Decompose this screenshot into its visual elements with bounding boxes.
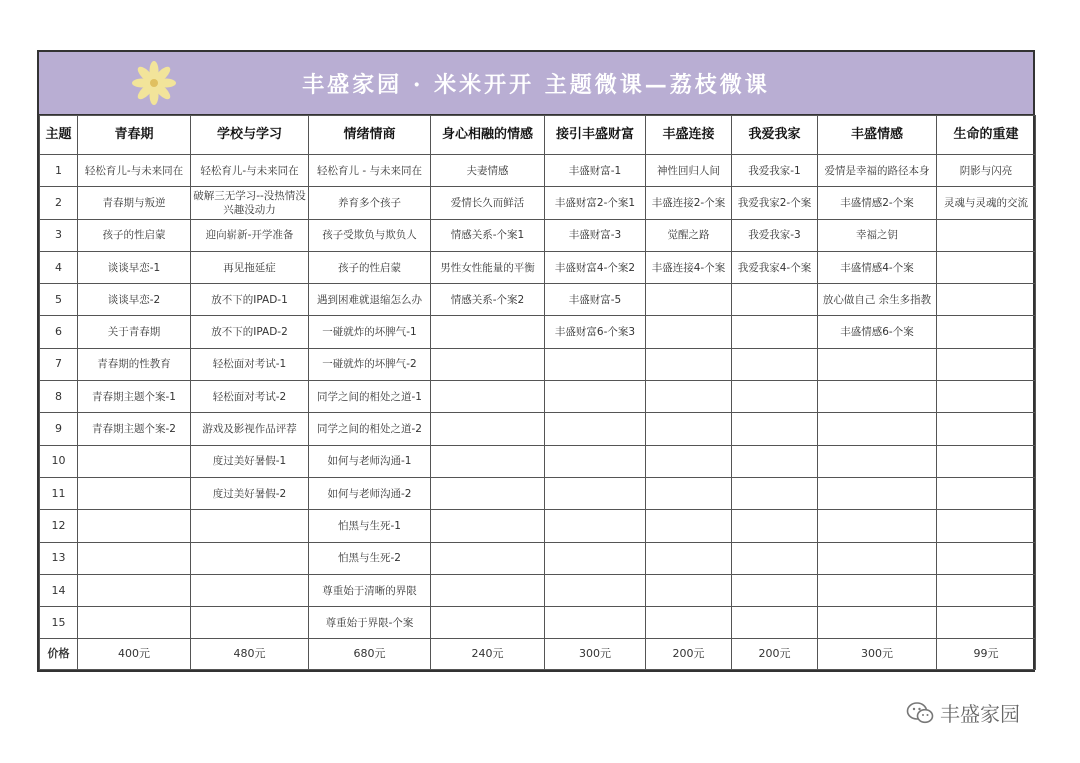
course-cell: 放心做自己 余生多指教 — [818, 284, 937, 316]
row-number: 5 — [40, 284, 78, 316]
course-cell — [937, 574, 1036, 606]
price-cell: 480元 — [191, 639, 309, 670]
course-cell — [431, 348, 545, 380]
course-cell — [431, 445, 545, 477]
course-cell: 度过美好暑假-2 — [191, 477, 309, 509]
watermark-text: 丰盛家园 — [940, 702, 1020, 726]
course-cell — [646, 381, 732, 413]
row-number: 3 — [40, 219, 78, 251]
course-cell: 丰盛连接4-个案 — [646, 251, 732, 283]
course-cell — [191, 574, 309, 606]
wechat-icon — [906, 701, 934, 725]
course-cell: 丰盛财富-1 — [545, 155, 646, 187]
course-cell — [732, 542, 818, 574]
course-cell — [545, 348, 646, 380]
column-header: 我爱我家 — [732, 116, 818, 155]
course-cell: 青春期与叛逆 — [78, 187, 191, 219]
table-row — [40, 219, 1036, 251]
course-cell: 轻松育儿 - 与未来同在 — [309, 155, 431, 187]
course-cell — [937, 381, 1036, 413]
course-cell — [818, 574, 937, 606]
course-cell: 如何与老师沟通-2 — [309, 477, 431, 509]
course-cell: 如何与老师沟通-1 — [309, 445, 431, 477]
course-cell — [818, 542, 937, 574]
course-cell — [732, 413, 818, 445]
course-cell — [732, 607, 818, 639]
course-cell — [545, 381, 646, 413]
course-cell — [937, 477, 1036, 509]
course-cell: 关于青春期 — [78, 316, 191, 348]
course-cell — [732, 477, 818, 509]
course-cell — [937, 607, 1036, 639]
price-cell: 300元 — [818, 639, 937, 670]
course-cell: 同学之间的相处之道-2 — [309, 413, 431, 445]
column-header: 青春期 — [78, 116, 191, 155]
table-row — [40, 445, 1036, 477]
course-cell — [78, 574, 191, 606]
course-cell: 我爱我家-3 — [732, 219, 818, 251]
course-cell — [191, 510, 309, 542]
column-header: 学校与学习 — [191, 116, 309, 155]
course-cell: 丰盛财富-5 — [545, 284, 646, 316]
column-header: 丰盛情感 — [818, 116, 937, 155]
course-cell — [937, 510, 1036, 542]
course-cell — [937, 348, 1036, 380]
course-cell: 情感关系-个案2 — [431, 284, 545, 316]
course-cell: 放不下的IPAD-1 — [191, 284, 309, 316]
row-number: 15 — [40, 607, 78, 639]
course-cell — [937, 316, 1036, 348]
course-cell — [818, 413, 937, 445]
course-cell: 阴影与闪亮 — [937, 155, 1036, 187]
course-cell: 放不下的IPAD-2 — [191, 316, 309, 348]
course-cell — [78, 607, 191, 639]
price-cell: 99元 — [937, 639, 1036, 670]
course-cell — [431, 542, 545, 574]
course-cell — [191, 542, 309, 574]
course-cell — [732, 316, 818, 348]
course-cell: 破解三无学习--没热情没兴趣没动力 — [191, 187, 309, 219]
course-cell — [545, 510, 646, 542]
course-schedule-sheet — [37, 50, 1035, 672]
course-cell — [732, 510, 818, 542]
course-cell: 轻松面对考试-2 — [191, 381, 309, 413]
course-cell: 遇到困难就退缩怎么办 — [309, 284, 431, 316]
row-number: 9 — [40, 413, 78, 445]
course-cell: 游戏及影视作品评荐 — [191, 413, 309, 445]
course-cell: 尊重始于界限-个案 — [309, 607, 431, 639]
course-cell — [732, 381, 818, 413]
course-cell: 养育多个孩子 — [309, 187, 431, 219]
row-number: 1 — [40, 155, 78, 187]
course-cell — [431, 477, 545, 509]
course-cell: 丰盛财富6-个案3 — [545, 316, 646, 348]
course-cell: 青春期的性教育 — [78, 348, 191, 380]
course-cell — [646, 284, 732, 316]
row-number: 6 — [40, 316, 78, 348]
course-cell — [732, 348, 818, 380]
row-number: 13 — [40, 542, 78, 574]
course-cell — [818, 445, 937, 477]
course-cell — [818, 477, 937, 509]
course-cell — [78, 542, 191, 574]
course-table — [39, 115, 1036, 670]
price-cell: 240元 — [431, 639, 545, 670]
course-cell — [937, 219, 1036, 251]
course-cell: 夫妻情感 — [431, 155, 545, 187]
column-header: 情绪情商 — [309, 116, 431, 155]
course-cell — [646, 542, 732, 574]
course-cell: 孩子的性启蒙 — [78, 219, 191, 251]
course-cell: 我爱我家2-个案 — [732, 187, 818, 219]
course-cell: 神性回归人间 — [646, 155, 732, 187]
course-cell: 再见拖延症 — [191, 251, 309, 283]
course-cell: 丰盛财富2-个案1 — [545, 187, 646, 219]
course-cell: 轻松育儿-与未来同在 — [78, 155, 191, 187]
course-cell — [431, 510, 545, 542]
course-cell — [646, 316, 732, 348]
course-cell — [937, 284, 1036, 316]
course-cell — [646, 477, 732, 509]
course-cell: 一碰就炸的坏脾气-2 — [309, 348, 431, 380]
course-cell: 度过美好暑假-1 — [191, 445, 309, 477]
course-cell: 青春期主题个案-1 — [78, 381, 191, 413]
course-cell: 爱情是幸福的路径本身 — [818, 155, 937, 187]
course-cell — [78, 477, 191, 509]
table-row — [40, 316, 1036, 348]
row-number: 7 — [40, 348, 78, 380]
column-header: 丰盛连接 — [646, 116, 732, 155]
course-cell — [431, 607, 545, 639]
table-row — [40, 510, 1036, 542]
course-cell — [545, 477, 646, 509]
price-row — [40, 639, 1036, 670]
price-cell: 400元 — [78, 639, 191, 670]
course-cell: 孩子受欺负与欺负人 — [309, 219, 431, 251]
course-cell — [431, 413, 545, 445]
table-row — [40, 187, 1036, 219]
column-header: 生命的重建 — [937, 116, 1036, 155]
course-cell: 谈谈早恋-1 — [78, 251, 191, 283]
course-cell — [818, 348, 937, 380]
course-cell: 青春期主题个案-2 — [78, 413, 191, 445]
table-row — [40, 348, 1036, 380]
course-cell: 男性女性能量的平衡 — [431, 251, 545, 283]
course-cell: 孩子的性启蒙 — [309, 251, 431, 283]
course-cell — [732, 284, 818, 316]
table-row — [40, 607, 1036, 639]
course-cell: 丰盛情感4-个案 — [818, 251, 937, 283]
course-cell: 怕黑与生死-2 — [309, 542, 431, 574]
table-row — [40, 542, 1036, 574]
course-cell: 丰盛连接2-个案 — [646, 187, 732, 219]
course-cell — [545, 574, 646, 606]
course-cell — [937, 542, 1036, 574]
course-cell: 谈谈早恋-2 — [78, 284, 191, 316]
course-cell: 怕黑与生死-1 — [309, 510, 431, 542]
row-number: 14 — [40, 574, 78, 606]
course-cell: 丰盛财富-3 — [545, 219, 646, 251]
course-cell: 丰盛财富4-个案2 — [545, 251, 646, 283]
course-cell: 我爱我家-1 — [732, 155, 818, 187]
price-cell: 680元 — [309, 639, 431, 670]
price-cell: 200元 — [732, 639, 818, 670]
course-cell — [431, 316, 545, 348]
price-label: 价格 — [40, 639, 78, 670]
course-cell — [431, 381, 545, 413]
corner-label: 主题 — [40, 116, 78, 155]
course-cell — [646, 574, 732, 606]
course-cell — [732, 574, 818, 606]
course-cell — [818, 510, 937, 542]
course-cell: 情感关系-个案1 — [431, 219, 545, 251]
course-cell — [937, 413, 1036, 445]
table-row — [40, 251, 1036, 283]
row-number: 4 — [40, 251, 78, 283]
course-cell — [646, 348, 732, 380]
course-cell — [191, 607, 309, 639]
course-cell — [545, 542, 646, 574]
row-number: 10 — [40, 445, 78, 477]
course-cell: 丰盛情感6-个案 — [818, 316, 937, 348]
course-cell: 灵魂与灵魂的交流 — [937, 187, 1036, 219]
table-row — [40, 477, 1036, 509]
course-cell: 我爱我家4-个案 — [732, 251, 818, 283]
price-cell: 200元 — [646, 639, 732, 670]
page-title: 丰盛家园 · 米米开开 主题微课—荔枝微课 — [302, 71, 770, 98]
course-cell: 轻松育儿-与未来同在 — [191, 155, 309, 187]
course-cell: 尊重始于清晰的界限 — [309, 574, 431, 606]
row-number: 12 — [40, 510, 78, 542]
flower-icon — [131, 60, 177, 106]
course-cell — [646, 445, 732, 477]
table-row — [40, 381, 1036, 413]
course-cell: 幸福之钥 — [818, 219, 937, 251]
course-cell — [646, 413, 732, 445]
course-cell: 轻松面对考试-1 — [191, 348, 309, 380]
course-cell: 迎向崭新-开学准备 — [191, 219, 309, 251]
table-row — [40, 574, 1036, 606]
course-cell: 爱情长久而鲜活 — [431, 187, 545, 219]
table-row — [40, 413, 1036, 445]
course-cell — [937, 251, 1036, 283]
course-cell — [818, 607, 937, 639]
course-cell — [818, 381, 937, 413]
course-cell: 同学之间的相处之道-1 — [309, 381, 431, 413]
table-row — [40, 284, 1036, 316]
price-cell: 300元 — [545, 639, 646, 670]
row-number: 11 — [40, 477, 78, 509]
course-cell — [545, 413, 646, 445]
column-header: 身心相融的情感 — [431, 116, 545, 155]
course-cell — [545, 445, 646, 477]
table-row — [40, 155, 1036, 187]
table-body — [40, 155, 1036, 639]
course-cell: 觉醒之路 — [646, 219, 732, 251]
course-cell — [937, 445, 1036, 477]
course-cell: 丰盛情感2-个案 — [818, 187, 937, 219]
course-cell — [545, 607, 646, 639]
course-cell: 一碰就炸的坏脾气-1 — [309, 316, 431, 348]
title-banner — [39, 52, 1033, 115]
wechat-watermark — [906, 698, 1020, 727]
course-cell — [646, 607, 732, 639]
course-cell — [78, 445, 191, 477]
row-number: 8 — [40, 381, 78, 413]
course-cell — [431, 574, 545, 606]
course-cell — [732, 445, 818, 477]
header-row — [40, 116, 1036, 155]
course-cell — [646, 510, 732, 542]
column-header: 接引丰盛财富 — [545, 116, 646, 155]
row-number: 2 — [40, 187, 78, 219]
course-cell — [78, 510, 191, 542]
